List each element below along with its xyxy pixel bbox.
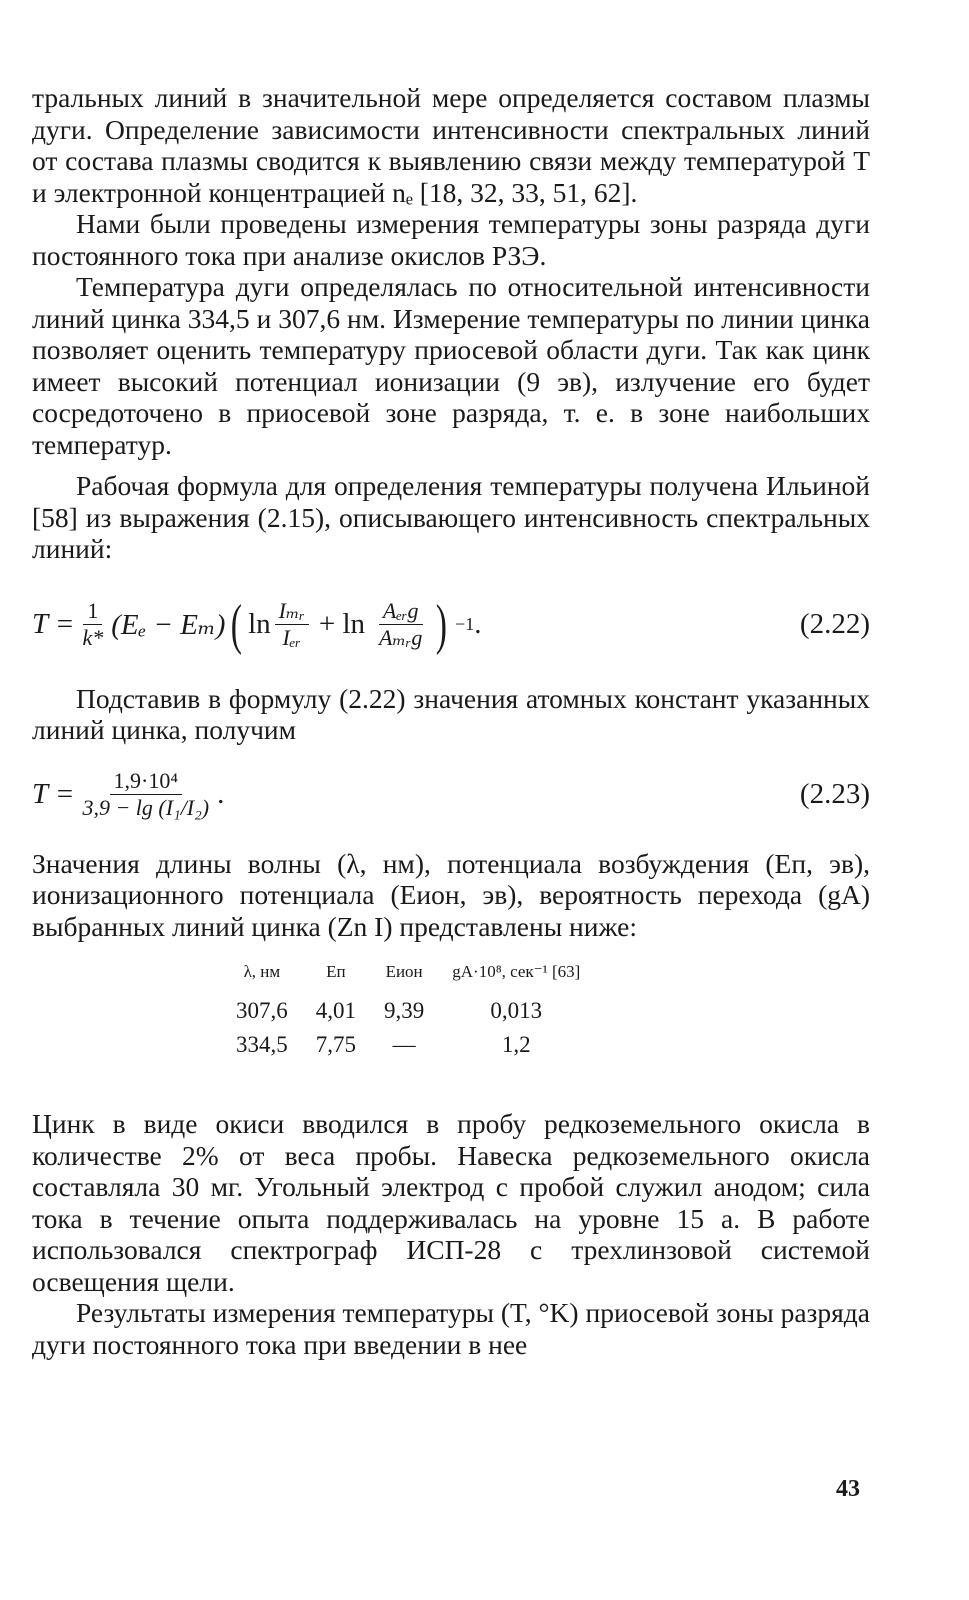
table-row: [222, 1028, 594, 1062]
header-probability: gA·10⁸, сек⁻¹ [63]: [452, 962, 581, 981]
formula-2-22: [32, 575, 870, 675]
page-number: 43: [836, 1476, 860, 1502]
paragraph-4: Рабочая формула для определения температуры получена Ильиной [58] из выражения (2.15), описывающего интенсивность спектральных линий:: [32, 470, 870, 564]
table-cell: 9,39: [384, 998, 425, 1023]
right-paren: ): [436, 593, 448, 656]
fraction-denominator: k*: [82, 625, 104, 650]
zinc-constants-table: [222, 962, 594, 1062]
table-cell: —: [392, 1032, 416, 1057]
fraction-1-over-k: [78, 599, 107, 650]
probability-denominator: Aₘᵣg: [379, 625, 423, 650]
header-wavelength: λ, нм: [243, 962, 281, 981]
equation-number: (2.22): [799, 608, 870, 640]
ln-operator: ln: [248, 608, 271, 640]
formula-2-23-body: [32, 769, 224, 820]
fraction-denominator: 3,9 − lg (I₁/I₂): [82, 795, 210, 820]
table-cell: 4,01: [315, 998, 356, 1023]
formula-2-23: [32, 760, 870, 830]
paragraph-2: Нами были проведены измерения температуры зоны разряда дуги постоянного тока при анализе окислов РЗЭ.: [32, 208, 870, 271]
table-cell: 7,75: [315, 1032, 356, 1057]
paragraph-3: Температура дуги определялась по относительной интенсивности линий цинка 334,5 и 307,6 нм. Измерение температуры по линии цинка позволяет оценить температуру приосевой области дуги. Так как цинк имеет высокий потенциал ионизации (9 эв), излучение его будет сосредоточено в приосевой зоне разряда, т. е. в зоне наибольших температур.: [32, 271, 870, 460]
header-excitation: Eп: [326, 962, 346, 981]
left-paren: (: [231, 593, 243, 656]
intensity-ratio: [275, 599, 309, 650]
temperature-fraction: [78, 769, 213, 820]
formula-lhs: T =: [32, 608, 75, 640]
header-ionization: Eион: [385, 962, 423, 981]
formula-lhs: T =: [32, 778, 75, 810]
equation-number: (2.23): [799, 778, 870, 810]
table-cell: 0,013: [490, 998, 543, 1023]
table-cell: 334,5: [236, 1032, 288, 1057]
table-header-row: [222, 962, 594, 994]
fraction-numerator: 1: [83, 599, 102, 625]
paragraph-7: Цинк в виде окиси вводился в пробу редкоземельного окисла в количестве 2% от веса пробы. Навеска редкоземельного окисла составляла 30 мг. Угольный электрод с пробой служил анодом; сила тока в течение опыта поддерживалась на уровне 15 а. В работе использовался спектрограф ИСП-28 с трехлинзовой системой освещения щели.: [32, 1108, 870, 1297]
intensity-numerator: Iₘᵣ: [275, 599, 309, 625]
formula-dot: .: [474, 608, 482, 640]
energy-difference: (Eₑ − Eₘ): [111, 609, 226, 641]
formula-2-22-body: [32, 593, 482, 656]
fraction-numerator: 1,9·10⁴: [110, 769, 183, 795]
paragraph-6: Значения длины волны (λ, нм), потенциала возбуждения (Eп, эв), ионизационного потенциала (Eион, эв), вероятность перехода (gA) выбранных линий цинка (Zn I) представлены ниже:: [32, 847, 870, 942]
table-cell: 1,2: [501, 1032, 531, 1057]
paragraph-5: Подставив в формулу (2.22) значения атомных констант указанных линий цинка, получим: [32, 682, 870, 745]
table-cell: 307,6: [236, 998, 288, 1023]
probability-numerator: Aₑᵣg: [379, 599, 423, 625]
table-row: [222, 994, 594, 1028]
power-exponent: −1: [455, 614, 475, 634]
intensity-denominator: Iₑᵣ: [282, 625, 301, 650]
probability-ratio: [375, 599, 426, 650]
page-body: [32, 82, 870, 1360]
formula-dot: .: [217, 778, 225, 810]
plus-ln: + ln: [318, 608, 366, 640]
paragraph-1: тральных линий в значительной мере определяется составом плазмы дуги. Определение зависимости интенсивности спектральных линий от состава плазмы сводится к выявлению связи между температурой T и электронной концентрацией nₑ [18, 32, 33, 51, 62].: [32, 82, 870, 208]
paragraph-8: Результаты измерения температуры (T, °K) приосевой зоны разряда дуги постоянного тока при введении в нее: [32, 1297, 870, 1360]
